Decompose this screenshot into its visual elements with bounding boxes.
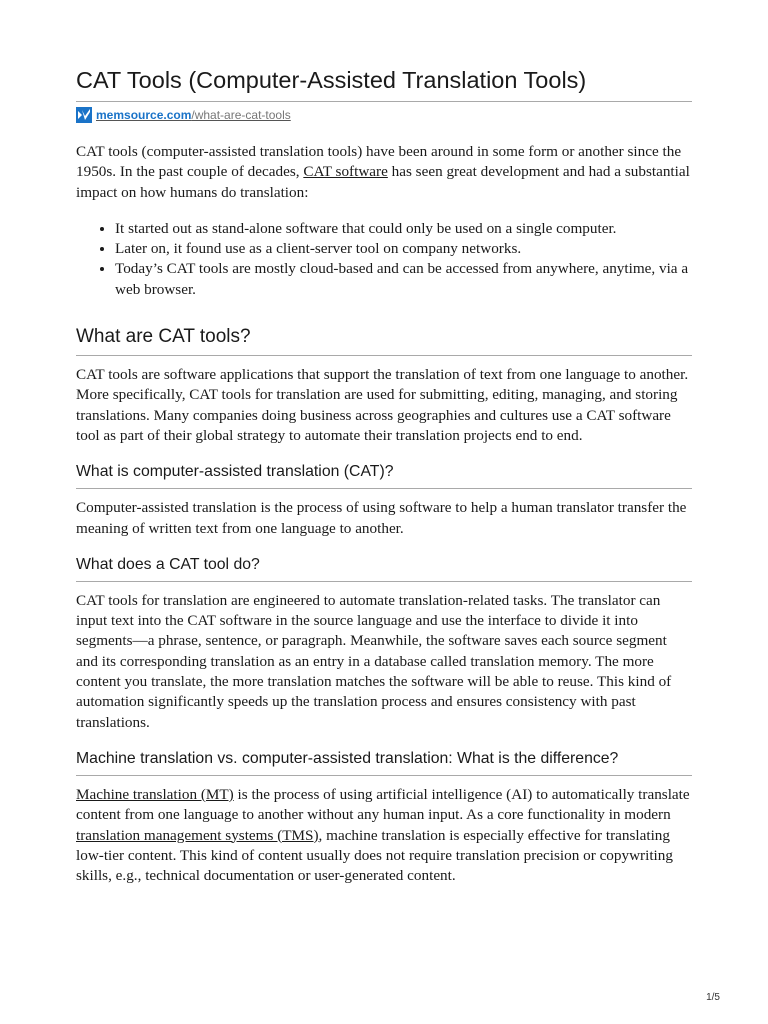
page-title: CAT Tools (Computer-Assisted Translation Tools): [76, 66, 692, 102]
section-paragraph: CAT tools for translation are engineered to automate translation-related tasks. The translator can input text into the CAT software in the source language and use the interface to divide it into segments—a phrase, sentence, or paragraph. Meanwhile, the software saves each source segment and its corresponding translation as an entry in a database called translation memory. The more content you translate, the more translation matches the software will be able to reuse. This kind of automation significantly speeds up the translation process and ensures consistency with past translations.: [76, 591, 672, 731]
section-heading-what-are-cat-tools: What are CAT tools?: [76, 325, 692, 356]
source-domain: memsource.com: [96, 108, 192, 122]
source-path: /what-are-cat-tools: [191, 108, 291, 122]
source-link[interactable]: [96, 106, 291, 124]
machine-translation-link[interactable]: Machine translation (MT): [76, 785, 234, 803]
page-number: 1/5: [706, 992, 720, 1003]
article-body: [76, 142, 692, 902]
section-paragraph: Computer-assisted translation is the process of using software to help a human translator transfer the meaning of written text from one language to another.: [76, 499, 687, 537]
intro-text-2: has seen great development and had a substantial impact on how humans do translation:: [76, 163, 690, 201]
intro-text-1: CAT tools (computer-assisted translation tools) have been around in some form or another since the 1950s. In the past couple of decades,: [76, 143, 682, 181]
section-paragraph: [76, 785, 692, 886]
source-line: [76, 106, 291, 124]
section-heading-mt-vs-cat: Machine translation vs. computer-assisted translation: What is the difference?: [76, 749, 692, 776]
tms-link[interactable]: translation management systems (TMS): [76, 826, 319, 844]
memsource-logo-icon: [76, 107, 92, 123]
mt-text-2: , machine translation is especially effective for translating low-tier content. This kind of content usually does not require translation precision or copywriting skills, e.g., technical documentation or user-generated content.: [76, 826, 673, 885]
list-item: • Today’s CAT tools are mostly cloud-based and can be accessed from anywhere, anytime, via a web browser.: [115, 259, 692, 300]
section-paragraph: CAT tools are software applications that support the translation of text from one language to another. More specifically, CAT tools for translation are used for submitting, editing, managing, and storing translations. Many companies doing business across geographies and cultures use a CAT software tool as part of their global strategy to automate their translation projects end to end.: [76, 366, 689, 444]
list-item: • Later on, it found use as a client-server tool on company networks.: [115, 239, 692, 259]
section-heading-what-is-cat: What is computer-assisted translation (CAT)?: [76, 462, 692, 489]
section-heading-what-does-cat-do: What does a CAT tool do?: [76, 555, 692, 582]
list-item: • It started out as stand-alone software that could only be used on a single computer.: [115, 219, 692, 239]
cat-software-link[interactable]: CAT software: [303, 163, 388, 181]
intro-bullet-list: [76, 219, 692, 300]
intro-paragraph: [76, 142, 692, 203]
mt-text-1: is the process of using artificial intelligence (AI) to automatically translate content from one language to another without any human input. As a core functionality in modern: [76, 785, 690, 824]
